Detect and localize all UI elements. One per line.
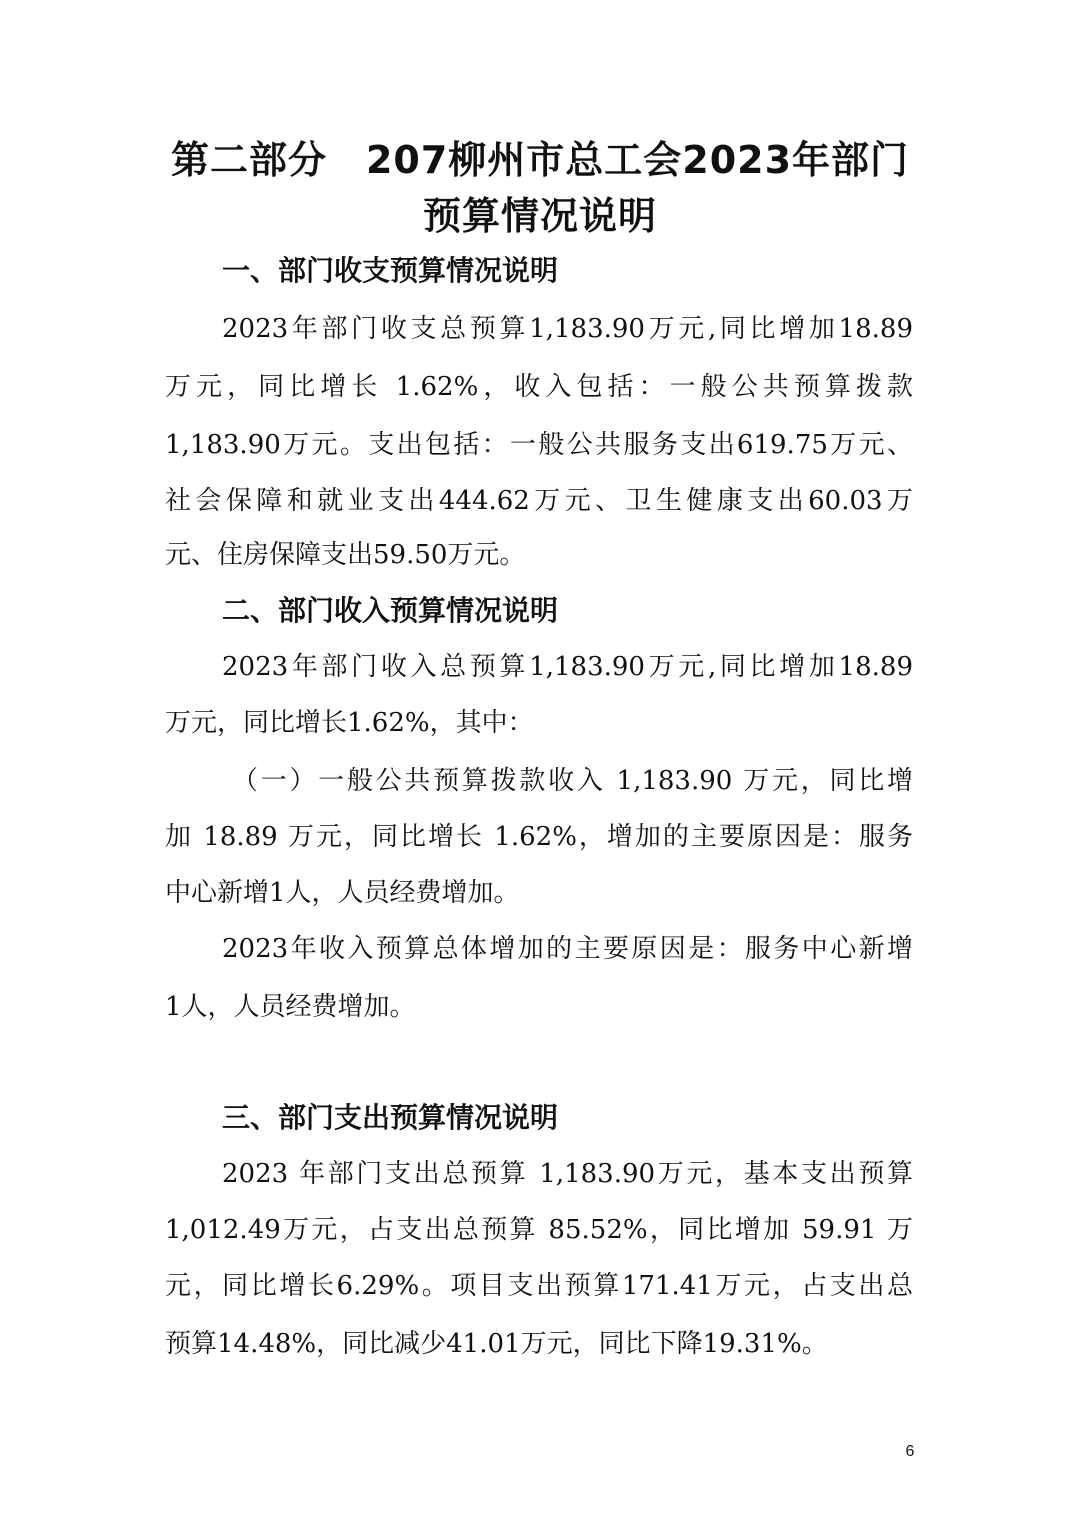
- page-number: 6: [905, 1443, 915, 1460]
- paragraph-line: 社会保障和就业支出444.62万元、卫生健康支出60.03万: [165, 486, 913, 516]
- document-title-line-1: 第二部分 207柳州市总工会2023年部门: [170, 138, 910, 182]
- section-heading-income-expenditure: 一、部门收支预算情况说明: [222, 254, 559, 287]
- paragraph-line: 加 18.89 万元，同比增长 1.62%，增加的主要原因是：服务: [165, 822, 913, 852]
- section-heading-expenditure: 三、部门支出预算情况说明: [222, 1101, 559, 1134]
- paragraph-line: 万元，同比增长 1.62%，收入包括：一般公共预算拨款: [165, 372, 913, 402]
- section-heading-income: 二、部门收入预算情况说明: [222, 594, 559, 627]
- paragraph-line: 元、住房保障支出59.50万元。: [165, 540, 526, 570]
- paragraph-line: 2023年部门收入总预算1,183.90万元,同比增加18.89: [222, 652, 913, 682]
- paragraph-line: 1,183.90万元。支出包括：一般公共服务支出619.75万元、: [165, 430, 913, 460]
- paragraph-line: 2023 年部门支出总预算 1,183.90万元，基本支出预算: [222, 1159, 913, 1189]
- paragraph-line: 元，同比增长6.29%。项目支出预算171.41万元，占支出总: [165, 1271, 913, 1301]
- paragraph-line: 万元，同比增长1.62%，其中：: [165, 708, 534, 738]
- paragraph-line: 预算14.48%，同比减少41.01万元，同比下降19.31%。: [165, 1329, 828, 1359]
- paragraph-line: （一）一般公共预算拨款收入 1,183.90 万元，同比增: [232, 766, 913, 796]
- paragraph-line: 2023年收入预算总体增加的主要原因是：服务中心新增: [222, 934, 913, 964]
- paragraph-line: 2023年部门收支总预算1,183.90万元,同比增加18.89: [222, 314, 913, 344]
- paragraph-line: 1,012.49万元，占支出总预算 85.52%，同比增加 59.91 万: [165, 1215, 913, 1245]
- document-title-line-2: 预算情况说明: [422, 194, 657, 238]
- paragraph-line: 1人，人员经费增加。: [165, 992, 416, 1022]
- paragraph-line: 中心新增1人，人员经费增加。: [165, 878, 520, 908]
